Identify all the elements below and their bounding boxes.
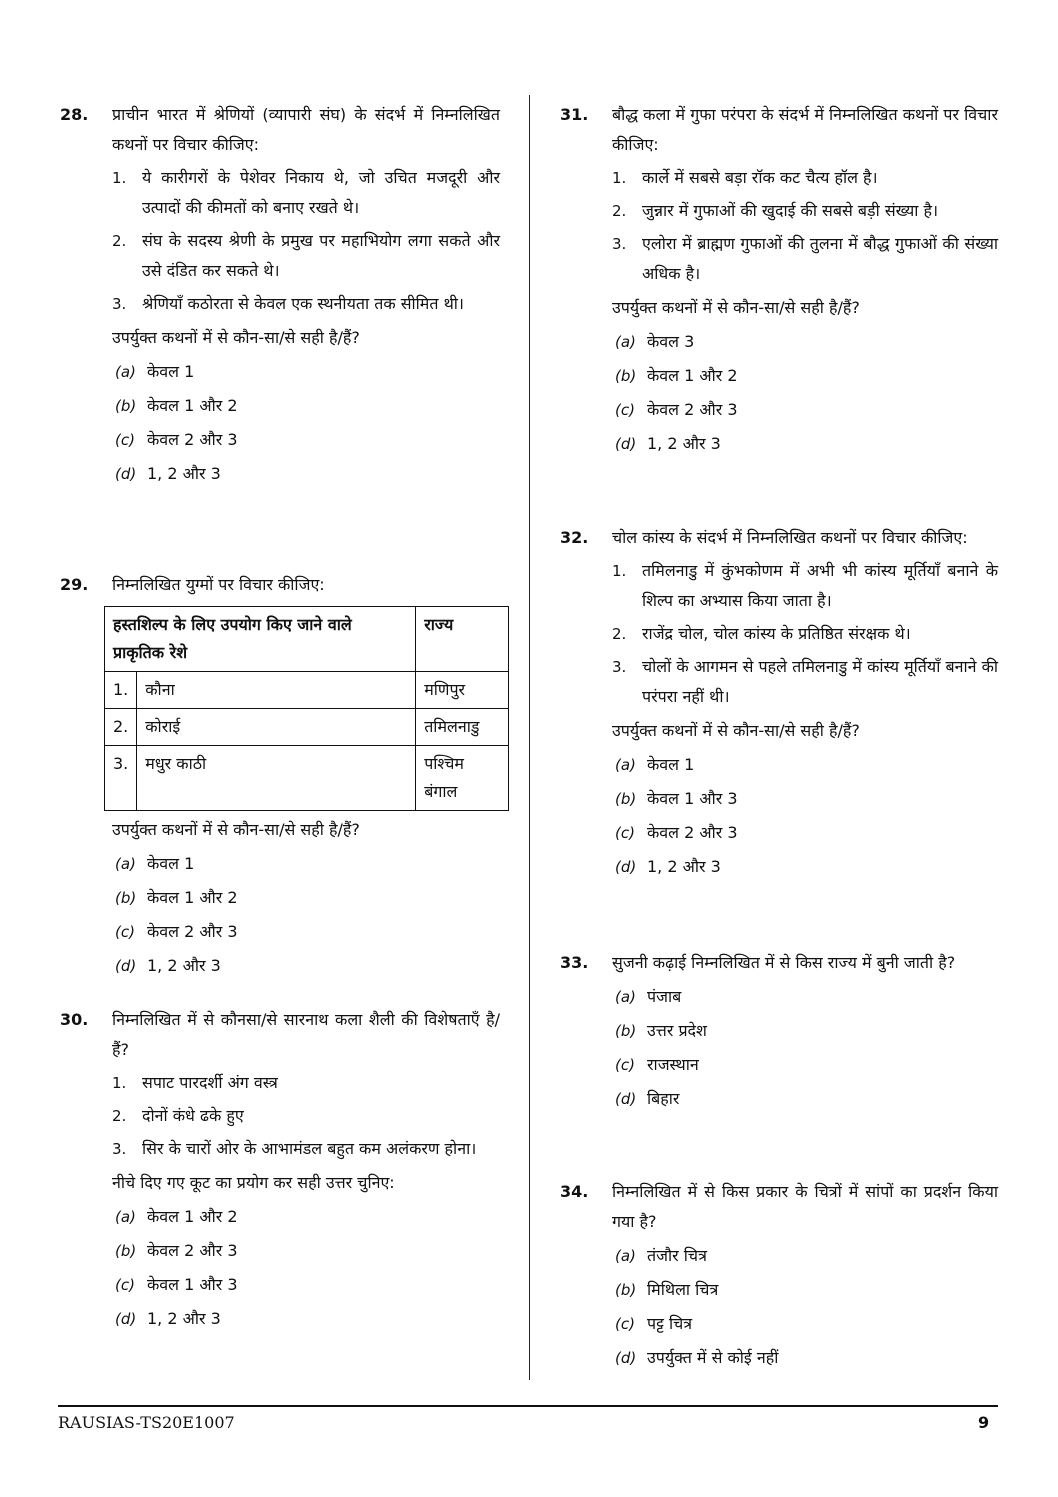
option-letter: (a) bbox=[115, 855, 136, 873]
option-c bbox=[115, 425, 500, 455]
option-text: 1, 2 और 3 bbox=[147, 464, 221, 483]
question-number: 32. bbox=[560, 528, 589, 547]
option-d bbox=[615, 1343, 998, 1373]
question-29 bbox=[60, 570, 500, 981]
fibre-cell: कोराई bbox=[137, 709, 416, 746]
option-text: बिहार bbox=[647, 1089, 680, 1108]
option-text: पंजाब bbox=[647, 987, 682, 1006]
option-b bbox=[615, 1275, 998, 1305]
option-c bbox=[115, 917, 500, 947]
option-text: 1, 2 और 3 bbox=[647, 857, 721, 876]
statement-text: सपाट पारदर्शी अंग वस्त्र bbox=[142, 1073, 278, 1092]
question-31 bbox=[560, 100, 998, 459]
statement-number: 2. bbox=[112, 232, 127, 250]
question-text: बौद्ध कला में गुफा परंपरा के संदर्भ में निम्नलिखित कथनों पर विचार कीजिए: bbox=[612, 105, 998, 154]
option-letter: (b) bbox=[115, 1242, 137, 1260]
statement-number: 3. bbox=[112, 1140, 127, 1158]
option-letter: (b) bbox=[115, 397, 137, 415]
option-a bbox=[615, 1241, 998, 1271]
state-cell: मणिपुर bbox=[416, 672, 509, 709]
question-text: निम्नलिखित में से कौनसा/से सारनाथ कला शैली की विशेषताएँ है/हैं? bbox=[112, 1010, 500, 1059]
question-prompt: उपर्युक्त कथनों में से कौन-सा/से सही है/हैं? bbox=[112, 820, 360, 839]
option-text: पट्ट चित्र bbox=[647, 1314, 693, 1333]
option-c bbox=[115, 1270, 500, 1300]
question-text: निम्नलिखित युग्मों पर विचार कीजिए: bbox=[112, 575, 325, 594]
statement bbox=[112, 1101, 500, 1131]
option-letter: (b) bbox=[615, 1281, 637, 1299]
row-number: 2. bbox=[105, 709, 137, 746]
option-letter: (d) bbox=[615, 435, 637, 453]
option-letter: (b) bbox=[615, 790, 637, 808]
statement-number: 1. bbox=[612, 169, 627, 187]
option-text: केवल 1 और 2 bbox=[147, 1207, 238, 1226]
option-text: केवल 1 bbox=[147, 854, 195, 873]
option-d bbox=[615, 852, 998, 882]
option-text: केवल 1 और 3 bbox=[647, 789, 738, 808]
question-prompt: नीचे दिए गए कूट का प्रयोग कर सही उत्तर चुनिए: bbox=[112, 1173, 395, 1192]
statement-number: 1. bbox=[112, 1074, 127, 1092]
statement-number: 3. bbox=[112, 295, 127, 313]
statement bbox=[112, 163, 500, 223]
option-text: मिथिला चित्र bbox=[647, 1280, 719, 1299]
statement-text: तमिलनाडु में कुंभकोणम में अभी भी कांस्य मूर्तियाँ बनाने के शिल्प का अभ्यास किया जाता है। bbox=[642, 561, 998, 610]
table-row bbox=[105, 709, 509, 746]
option-b bbox=[615, 361, 998, 391]
option-text: केवल 1 और 2 bbox=[147, 396, 238, 415]
option-c bbox=[615, 1309, 998, 1339]
statement-number: 1. bbox=[612, 562, 627, 580]
question-prompt: उपर्युक्त कथनों में से कौन-सा/से सही है/हैं? bbox=[612, 298, 860, 317]
question-prompt: उपर्युक्त कथनों में से कौन-सा/से सही है/हैं? bbox=[612, 721, 860, 740]
option-letter: (d) bbox=[615, 858, 637, 876]
statement-number: 3. bbox=[612, 658, 627, 676]
state-cell: तमिलनाडु bbox=[416, 709, 509, 746]
column-divider bbox=[529, 95, 530, 1380]
statement bbox=[112, 226, 500, 286]
option-letter: (b) bbox=[115, 889, 137, 907]
option-c bbox=[615, 818, 998, 848]
option-c bbox=[615, 1050, 998, 1080]
option-b bbox=[615, 784, 998, 814]
statement bbox=[612, 556, 998, 616]
option-text: केवल 1 और 2 bbox=[147, 888, 238, 907]
footer-rule bbox=[58, 1405, 998, 1407]
statement bbox=[112, 1134, 500, 1164]
option-letter: (d) bbox=[115, 465, 137, 483]
question-prompt: उपर्युक्त कथनों में से कौन-सा/से सही है/हैं? bbox=[112, 328, 360, 347]
option-text: केवल 2 और 3 bbox=[647, 823, 738, 842]
statement-number: 2. bbox=[112, 1107, 127, 1125]
option-letter: (d) bbox=[615, 1349, 637, 1367]
question-text: चोल कांस्य के संदर्भ में निम्नलिखित कथनों पर विचार कीजिए: bbox=[612, 528, 968, 547]
option-letter: (d) bbox=[615, 1090, 637, 1108]
option-text: उपर्युक्त में से कोई नहीं bbox=[647, 1348, 779, 1367]
option-letter: (c) bbox=[615, 401, 635, 419]
option-text: राजस्थान bbox=[647, 1055, 699, 1074]
option-text: केवल 2 और 3 bbox=[147, 430, 238, 449]
table-row bbox=[105, 672, 509, 709]
option-text: केवल 2 और 3 bbox=[147, 1241, 238, 1260]
option-letter: (a) bbox=[115, 1208, 136, 1226]
row-number: 3. bbox=[105, 746, 137, 811]
question-33 bbox=[560, 948, 998, 1114]
option-letter: (b) bbox=[615, 367, 637, 385]
statement-text: चोलों के आगमन से पहले तमिलनाडु में कांस्य मूर्तियाँ बनाने की परंपरा नहीं थी। bbox=[642, 657, 998, 706]
statement-number: 1. bbox=[112, 169, 127, 187]
option-letter: (a) bbox=[115, 363, 136, 381]
state-cell: पश्चिम बंगाल bbox=[416, 746, 509, 811]
statement-text: दोनों कंधे ढके हुए bbox=[142, 1106, 244, 1125]
question-number: 28. bbox=[60, 105, 89, 124]
option-c bbox=[615, 395, 998, 425]
option-text: 1, 2 और 3 bbox=[147, 1309, 221, 1328]
option-text: केवल 1 और 2 bbox=[647, 366, 738, 385]
statement bbox=[112, 1068, 500, 1098]
option-letter: (c) bbox=[615, 824, 635, 842]
option-d bbox=[115, 951, 500, 981]
question-text: सुजनी कढ़ाई निम्नलिखित में से किस राज्य में बुनी जाती है? bbox=[612, 953, 956, 972]
option-b bbox=[115, 391, 500, 421]
statement bbox=[112, 289, 500, 319]
option-letter: (a) bbox=[615, 1247, 636, 1265]
option-a bbox=[615, 750, 998, 780]
statement bbox=[612, 163, 998, 193]
option-text: केवल 1 और 3 bbox=[147, 1275, 238, 1294]
option-letter: (c) bbox=[115, 1276, 135, 1294]
statement-text: जुन्नार में गुफाओं की खुदाई की सबसे बड़ी संख्या है। bbox=[642, 201, 939, 220]
question-30 bbox=[60, 1005, 500, 1334]
option-b bbox=[115, 1236, 500, 1266]
option-letter: (a) bbox=[615, 333, 636, 351]
option-letter: (c) bbox=[115, 431, 135, 449]
row-number: 1. bbox=[105, 672, 137, 709]
question-text: प्राचीन भारत में श्रेणियों (व्यापारी संघ) के संदर्भ में निम्नलिखित कथनों पर विचार कीजिए: bbox=[112, 105, 500, 154]
option-text: केवल 1 bbox=[147, 362, 195, 381]
option-text: 1, 2 और 3 bbox=[147, 956, 221, 975]
question-28 bbox=[60, 100, 500, 489]
table-header-state: राज्य bbox=[416, 607, 509, 672]
question-34 bbox=[560, 1177, 998, 1373]
statement bbox=[612, 196, 998, 226]
table-row bbox=[105, 746, 509, 811]
option-text: उत्तर प्रदेश bbox=[647, 1021, 707, 1040]
question-number: 34. bbox=[560, 1182, 589, 1201]
option-text: केवल 1 bbox=[647, 755, 695, 774]
statement-text: श्रेणियाँ कठोरता से केवल एक स्थनीयता तक सीमित थी। bbox=[142, 294, 465, 313]
option-a bbox=[115, 849, 500, 879]
option-a bbox=[615, 327, 998, 357]
option-text: 1, 2 और 3 bbox=[647, 434, 721, 453]
option-a bbox=[115, 357, 500, 387]
option-text: केवल 2 और 3 bbox=[647, 400, 738, 419]
statement-text: राजेंद्र चोल, चोल कांस्य के प्रतिष्ठित संरक्षक थे। bbox=[642, 624, 911, 643]
table-header-fibre: हस्तशिल्प के लिए उपयोग किए जाने वाले प्राकृतिक रेशे bbox=[105, 607, 416, 672]
statement-number: 2. bbox=[612, 202, 627, 220]
option-text: तंजौर चित्र bbox=[647, 1246, 707, 1265]
footer-code: RAUSIAS-TS20E1007 bbox=[58, 1413, 235, 1432]
question-number: 33. bbox=[560, 953, 589, 972]
option-d bbox=[615, 429, 998, 459]
question-number: 31. bbox=[560, 105, 589, 124]
fibre-cell: कौना bbox=[137, 672, 416, 709]
statement bbox=[612, 619, 998, 649]
statement bbox=[612, 229, 998, 289]
pairs-table bbox=[104, 606, 509, 811]
statement-text: सिर के चारों ओर के आभामंडल बहुत कम अलंकरण होना। bbox=[142, 1139, 477, 1158]
statement bbox=[612, 652, 998, 712]
statement-number: 2. bbox=[612, 625, 627, 643]
option-d bbox=[115, 1304, 500, 1334]
option-a bbox=[115, 1202, 500, 1232]
option-letter: (a) bbox=[615, 756, 636, 774]
option-letter: (d) bbox=[115, 957, 137, 975]
page-number: 9 bbox=[978, 1413, 990, 1432]
option-letter: (c) bbox=[115, 923, 135, 941]
option-d bbox=[615, 1084, 998, 1114]
statement-text: कार्ले में सबसे बड़ा रॉक कट चैत्य हॉल है। bbox=[642, 168, 878, 187]
question-text: निम्नलिखित में से किस प्रकार के चित्रों में सांपों का प्रदर्शन किया गया है? bbox=[612, 1182, 998, 1231]
option-b bbox=[115, 883, 500, 913]
statement-text: ये कारीगरों के पेशेवर निकाय थे, जो उचित मजदूरी और उत्पादों की कीमतों को बनाए रखते थे। bbox=[142, 168, 500, 217]
table-header-row bbox=[105, 607, 509, 672]
question-32 bbox=[560, 523, 998, 882]
option-letter: (d) bbox=[115, 1310, 137, 1328]
option-letter: (c) bbox=[615, 1056, 635, 1074]
option-a bbox=[615, 982, 998, 1012]
option-d bbox=[115, 459, 500, 489]
statement-text: एलोरा में ब्राह्मण गुफाओं की तुलना में बौद्ध गुफाओं की संख्या अधिक है। bbox=[642, 234, 998, 283]
statement-text: संघ के सदस्य श्रेणी के प्रमुख पर महाभियोग लगा सकते और उसे दंडित कर सकते थे। bbox=[142, 231, 500, 280]
option-text: केवल 2 और 3 bbox=[147, 922, 238, 941]
statement-number: 3. bbox=[612, 235, 627, 253]
fibre-cell: मधुर काठी bbox=[137, 746, 416, 811]
option-letter: (c) bbox=[615, 1315, 635, 1333]
option-letter: (a) bbox=[615, 988, 636, 1006]
question-number: 29. bbox=[60, 575, 89, 594]
option-text: केवल 3 bbox=[647, 332, 695, 351]
option-b bbox=[615, 1016, 998, 1046]
question-number: 30. bbox=[60, 1010, 89, 1029]
option-letter: (b) bbox=[615, 1022, 637, 1040]
